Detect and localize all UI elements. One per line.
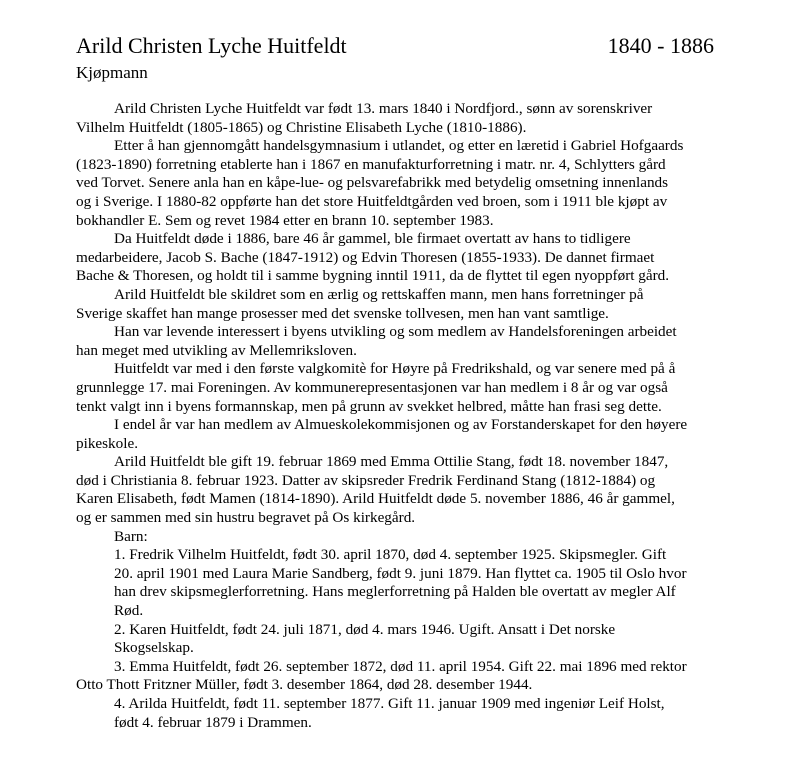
life-years: 1840 - 1886 (607, 33, 714, 58)
text-line: Etter å han gjennomgått handelsgymnasium i utlandet, og etter en læretid i Gabriel Hofgaards (114, 137, 684, 155)
text-line: Bache & Thoresen, og holdt til i samme bygning inntil 1911, da de flyttet til egen nyoppført gård. (76, 267, 670, 285)
text-line: Han var levende interessert i byens utvikling og som medlem av Handelsforeningen arbeidet (114, 323, 677, 341)
text-line: Arild Huitfeldt ble skildret som en ærlig og rettskaffen mann, men hans forretninger på (114, 285, 644, 303)
text-line: Skogselskap. (114, 639, 194, 657)
text-line: 1. Fredrik Vilhelm Huitfeldt, født 30. april 1870, død 4. september 1925. Skipsmegler. Gift (114, 546, 667, 564)
occupation: Kjøpmann (76, 63, 148, 82)
text-line: Karen Elisabeth, født Mamen (1814-1890). Arild Huitfeldt døde 5. november 1886, 46 år gammel, (76, 490, 675, 508)
text-line: Sverige skaffet han mange prosesser med det svenske tollvesen, men han vant samtlige. (76, 304, 609, 322)
text-line: medarbeidere, Jacob S. Bache (1847-1912) og Edvin Thoresen (1855-1933). De dannet firmaet (76, 248, 655, 266)
text-line: grunnlegge 17. mai Foreningen. Av kommunerepresentasjonen var han medlem i 8 år og var også (76, 378, 668, 396)
text-line: Rød. (114, 602, 144, 620)
text-line: tenkt valgt inn i byens formannskap, men på grunn av svekket helbred, måtte han frasi seg dette. (76, 397, 662, 415)
person-name: Arild Christen Lyche Huitfeldt (76, 33, 347, 58)
text-line: ved Torvet. Senere anla han en kåpe-lue- og pelsvarefabrikk med betydelig omsetning innenlands (76, 174, 669, 192)
text-line: Barn: (114, 527, 148, 545)
text-line: pikeskole. (76, 434, 139, 452)
text-line: I endel år var han medlem av Almueskolekommisjonen og av Forstanderskapet for den høyere (114, 416, 688, 434)
text-line: Da Huitfeldt døde i 1886, bare 46 år gammel, ble firmaet overtatt av hans to tidligere (114, 230, 631, 248)
text-line: og er sammen med sin hustru begravet på Os kirkegård. (76, 509, 416, 527)
text-line: han meget med utvikling av Mellemriksloven. (76, 341, 357, 359)
text-line: død i Christiania 8. februar 1923. Datter av skipsreder Fredrik Ferdinand Stang (1812-1884) og (76, 471, 656, 489)
text-line: bokhandler E. Sem og revet 1984 etter en brann 10. september 1983. (76, 211, 494, 229)
document-header (76, 32, 716, 62)
text-line: han drev skipsmeglerforretning. Hans meglerforretning på Halden ble overtatt av megler Alf (114, 583, 676, 601)
text-line: 3. Emma Huitfeldt, født 26. september 1872, død 11. april 1954. Gift 22. mai 1896 med rektor (114, 657, 687, 675)
text-line: 20. april 1901 med Laura Marie Sandberg, født 9. juni 1879. Han flyttet ca. 1905 til Oslo hvor (114, 564, 687, 582)
text-line: (1823-1890) forretning etablerte han i 1867 en manufakturforretning i matr. nr. 4, Schlytters gård (76, 155, 666, 173)
text-line: 2. Karen Huitfeldt, født 24. juli 1871, død 4. mars 1946. Ugift. Ansatt i Det norske (114, 620, 616, 638)
text-line: Otto Thott Fritzner Müller, født 3. desember 1864, død 28. desember 1944. (76, 676, 533, 694)
biography-text (76, 100, 716, 732)
text-line: og i Sverige. I 1880-82 oppførte han det store Huitfeldtgården ved broen, som i 1911 ble kjøpt av (76, 192, 668, 210)
text-line: 4. Arilda Huitfeldt, født 11. september 1877. Gift 11. januar 1909 med ingeniør Leif Holst, (114, 695, 665, 712)
text-line: Vilhelm Huitfeldt (1805-1865) og Christine Elisabeth Lyche (1810-1886). (76, 118, 527, 136)
text-line: født 4. februar 1879 i Drammen. (114, 713, 312, 731)
text-line: Huitfeldt var med i den første valgkomitè for Høyre på Fredrikshald, og var senere med på å (114, 360, 676, 378)
text-line: Arild Christen Lyche Huitfeldt var født 13. mars 1840 i Nordfjord., sønn av sorenskriver (114, 100, 653, 117)
text-line: Arild Huitfeldt ble gift 19. februar 1869 med Emma Ottilie Stang, født 18. november 1847, (114, 453, 669, 471)
